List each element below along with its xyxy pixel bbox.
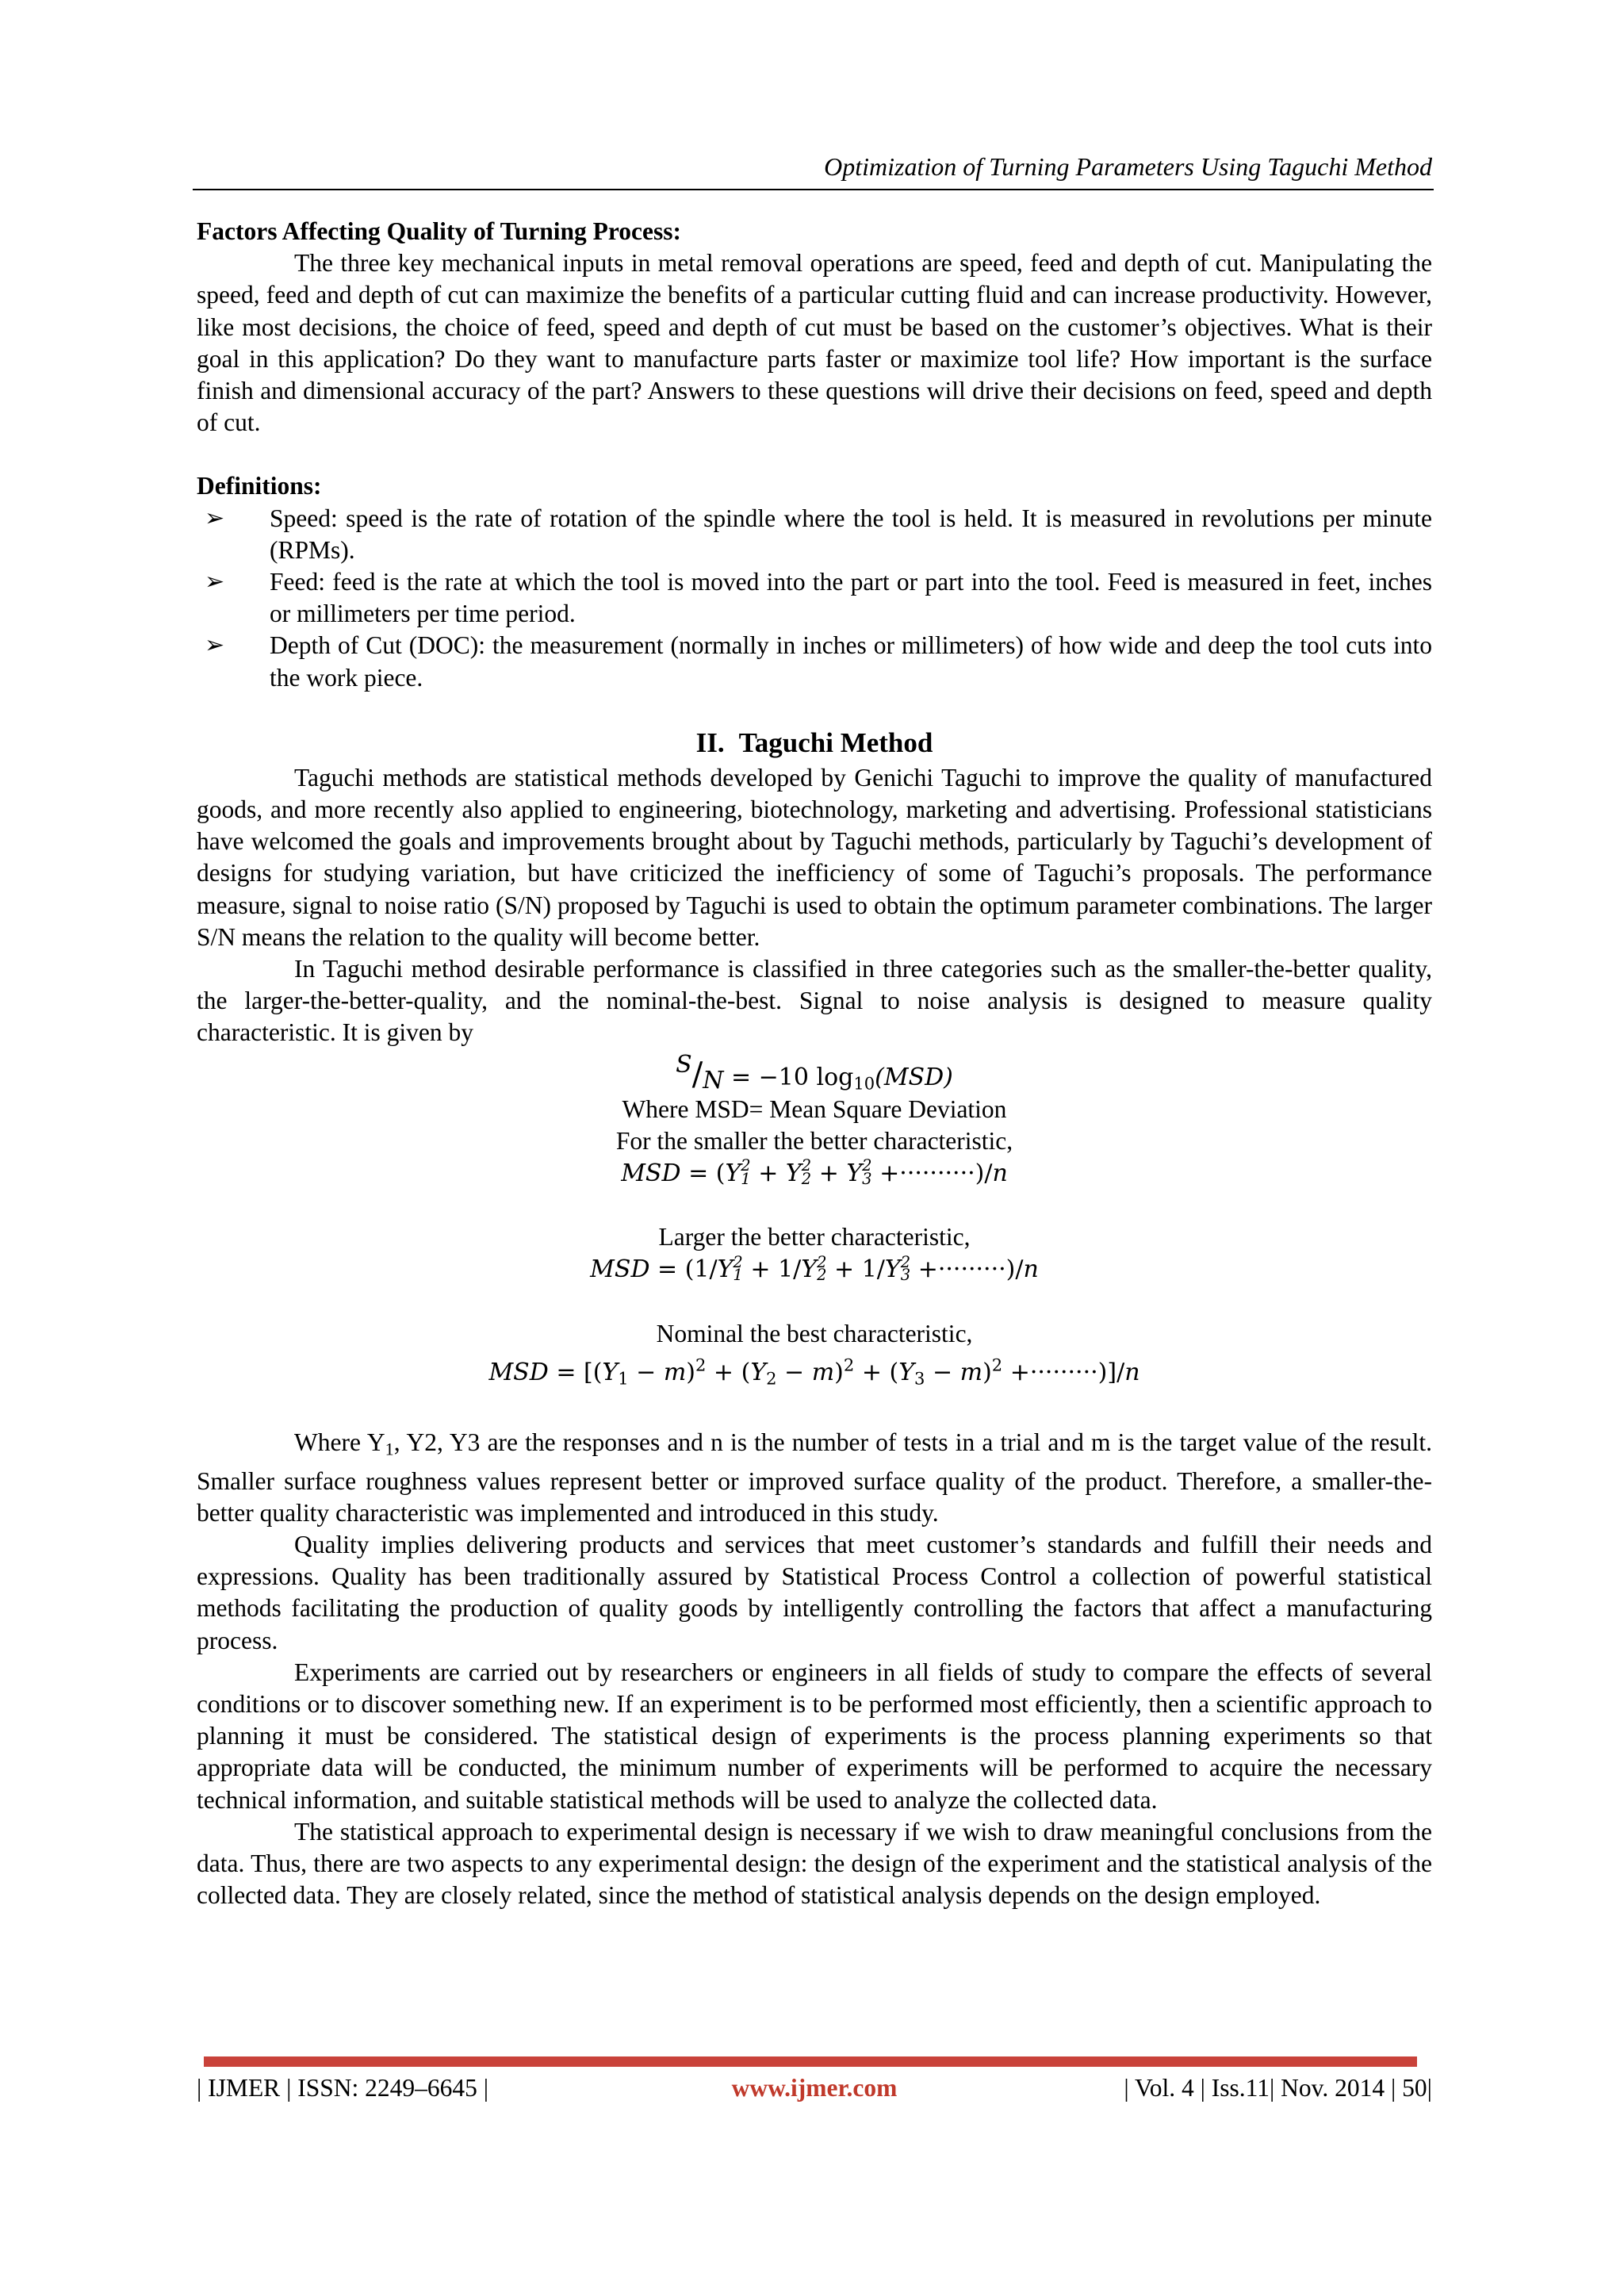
spacer <box>197 1286 1432 1318</box>
arrow-bullet-icon: ➢ <box>205 504 225 531</box>
taguchi-paragraph-5: Experiments are carried out by researchers or engineers in all fields of study to compare the effects of several conditions or to discover something new. If an experiment is to be performed most efficiently, then a scientific approach to planning it must be considered. The statistical design of experiments is the process planning experiments so that appropriate data will be conducted, the minimum number of experiments will be performed to acquire the necessary technical information, and suitable statistical methods will be used to analyze the collected data. <box>197 1658 1432 1814</box>
spacer <box>197 439 1432 470</box>
nominal-best-label: Nominal the best characteristic, <box>656 1319 973 1347</box>
sn-equation: S/N = −10 $\log_{10}(MSD)$ <box>197 1049 1432 1094</box>
msd-definition: Where MSD= Mean Square Deviation <box>622 1094 1007 1123</box>
larger-better-equation: MSD = (1/Y 2 1 + 1/Y 2 2 + 1/Y 2 3 +·········)/n <box>590 1252 1039 1285</box>
definition-text: Speed: speed is the rate of rotation of the spindle where the tool is held. It is measured in revolutions per minute (RPMs). <box>270 504 1432 564</box>
definitions-list <box>197 503 1432 694</box>
footer-website-link[interactable]: www.ijmer.com <box>731 2074 898 2102</box>
definition-item-speed <box>197 503 1432 566</box>
header-rule <box>193 189 1434 190</box>
equations-block <box>197 1049 1432 1395</box>
taguchi-paragraph-3: Where $Y_1$, Y2, Y3 are the responses and n is the number of tests in a trial and m is the target value of the result. Smaller surface roughness values represent better or improved surface quality of the product. Therefore, a smaller-the-better quality characteristic was implemented and introduced in this study. <box>197 1428 1432 1527</box>
larger-better-label: Larger the better characteristic, <box>658 1223 971 1251</box>
definition-item-doc <box>197 630 1432 693</box>
smaller-better-equation: MSD = (Y 2 1 + Y 2 2 + Y 2 3 +··········)/n <box>621 1156 1008 1188</box>
definition-item-feed <box>197 566 1432 630</box>
taguchi-paragraph-1: Taguchi methods are statistical methods developed by Genichi Taguchi to improve the quality of manufactured goods, and more recently also applied to engineering, biotechnology, marketing and advertising. Professional statisticians have welcomed the goals and improvements brought about by Taguchi methods, particularly by Taguchi’s development of designs for studying variation, but have criticized the inefficiency of some of Taguchi’s proposals. The performance measure, signal to noise ratio (S/N) proposed by Taguchi is used to obtain the optimum parameter combinations. The larger S/N means the relation to the quality will become better. <box>197 763 1432 951</box>
arrow-bullet-icon: ➢ <box>205 632 225 659</box>
nominal-best-equation: MSD = $[(Y_1 - m)^2 + (Y_2 - m)^2 + (Y_3 - m)^2 +\cdot\cdot\cdot\cdot\cdot\cdot\cdot\cdot\cdot)]/n$ <box>488 1355 1140 1389</box>
footer-rule <box>204 2056 1417 2067</box>
main-content <box>197 216 1432 1911</box>
running-header: Optimization of Turning Parameters Using Taguchi Method <box>824 152 1432 181</box>
taguchi-paragraph-2: In Taguchi method desirable performance is classified in three categories such as the smaller-the-better quality, the larger-the-better-quality, and the nominal-the-best. Signal to noise analysis is designed to measure quality characteristic. It is given by <box>197 955 1432 1047</box>
factors-paragraph: The three key mechanical inputs in metal removal operations are speed, feed and depth of cut. Manipulating the speed, feed and depth of cut can maximize the benefits of a particular cutting fluid and can increase productivity. However, like most decisions, the choice of feed, speed and depth of cut must be based on the customer’s objectives. What is their goal in this application? Do they want to manufacture parts faster or maximize tool life? How important is the surface finish and dimensional accuracy of the part? Answers to these questions will drive their decisions on feed, speed and depth of cut. <box>197 249 1432 437</box>
definitions-heading: Definitions: <box>197 472 322 500</box>
smaller-better-label: For the smaller the better characteristic, <box>615 1126 1013 1155</box>
definition-text: Feed: feed is the rate at which the tool is moved into the part or part into the tool. Feed is measured in feet, inches or millimeters per time period. <box>270 568 1432 628</box>
factors-heading: Factors Affecting Quality of Turning Process: <box>197 217 682 245</box>
spacer <box>197 1190 1432 1221</box>
sn-fraction: S/N <box>676 1050 724 1094</box>
spacer <box>197 694 1432 721</box>
section-name: Taguchi Method <box>738 726 933 758</box>
arrow-bullet-icon: ➢ <box>205 569 225 596</box>
section-title <box>197 726 1432 761</box>
footer-volume-page: | Vol. 4 | Iss.11| Nov. 2014 | 50| <box>1124 2074 1432 2102</box>
spacer <box>197 1395 1432 1427</box>
taguchi-paragraph-4: Quality implies delivering products and services that meet customer’s standards and fulfill their needs and expressions. Quality has been traditionally assured by Statistical Process Control a collection of powerful statistical methods facilitating the production of quality goods by intelligently controlling the factors that affect a manufacturing process. <box>197 1531 1432 1654</box>
footer-journal-info: | IJMER | ISSN: 2249–6645 | <box>197 2074 489 2102</box>
definition-text: Depth of Cut (DOC): the measurement (normally in inches or millimeters) of how wide and deep the tool cuts into the work piece. <box>270 631 1432 692</box>
taguchi-paragraph-6: The statistical approach to experimental design is necessary if we wish to draw meaningful conclusions from the data. Thus, there are two aspects to any experimental design: the design of the experiment and the statistical analysis of the collected data. They are closely related, since the method of statistical analysis depends on the design employed. <box>197 1817 1432 1910</box>
section-number: II. <box>695 726 725 758</box>
